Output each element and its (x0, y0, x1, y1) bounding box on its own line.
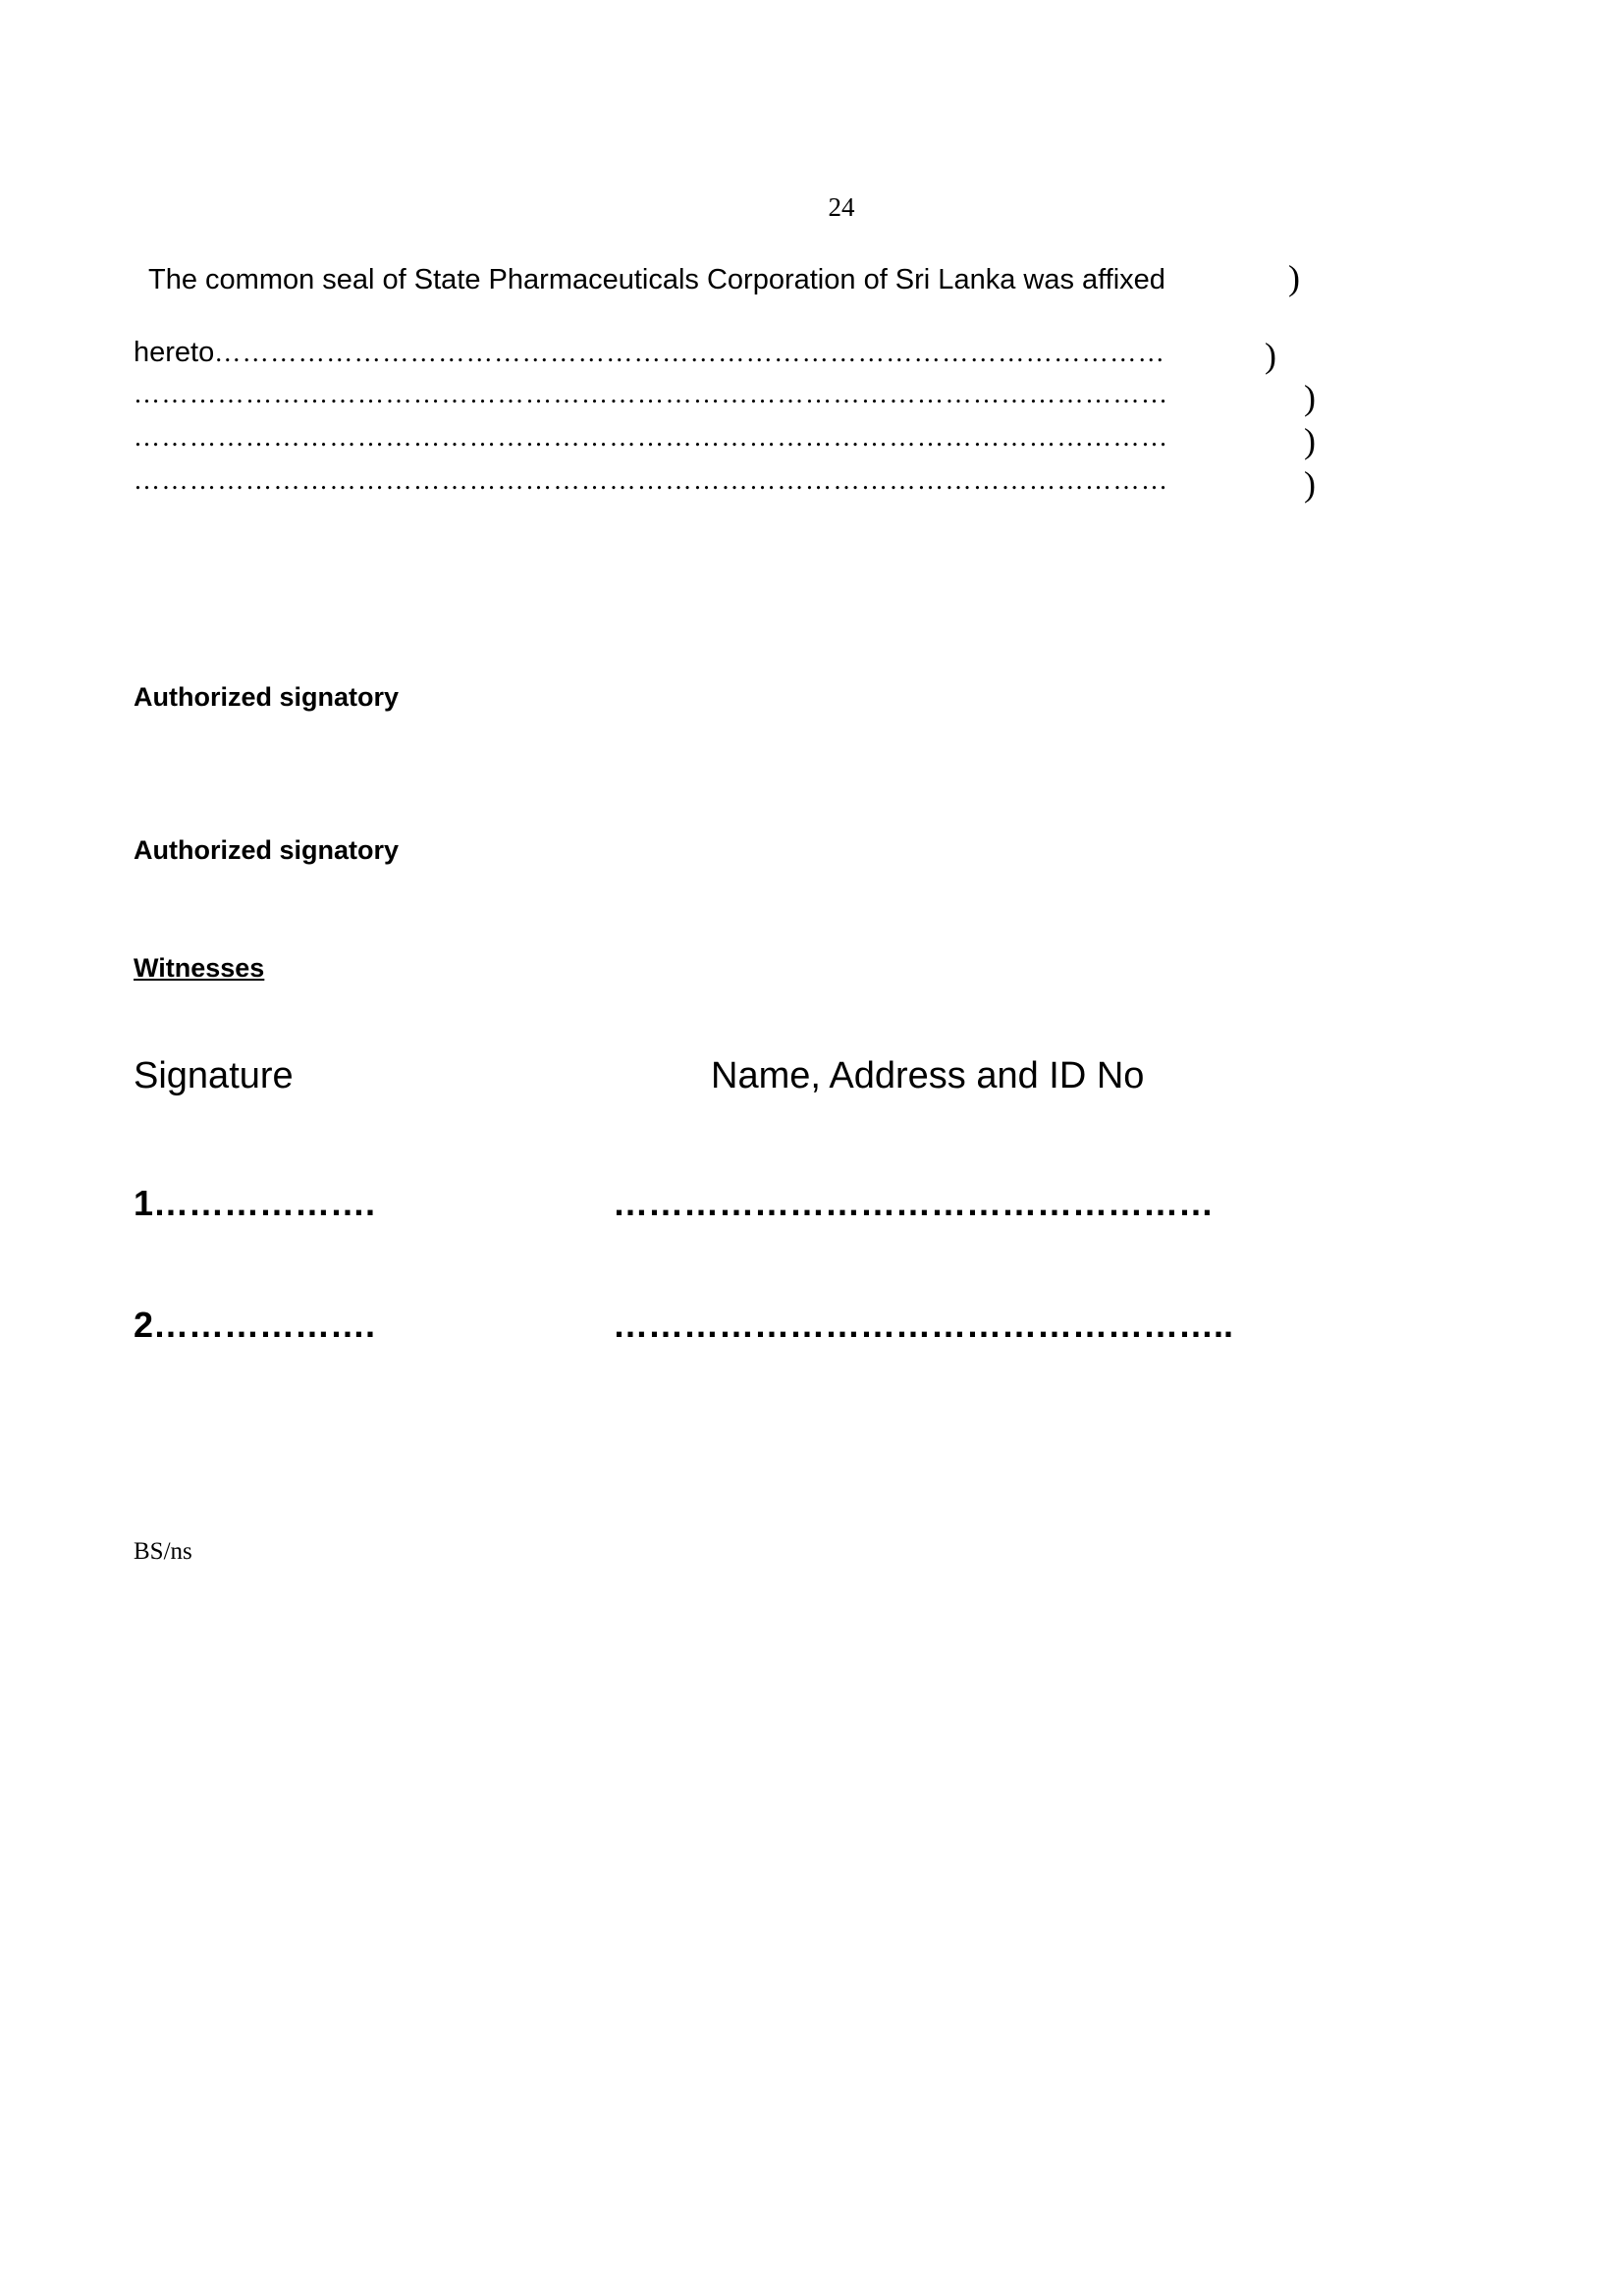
dotted-bracket-2: ) (1304, 378, 1316, 417)
witness-1-signature-line: 1………………. (134, 1183, 376, 1223)
hereto-bracket: ) (1265, 336, 1276, 375)
dotted-line-4: ………………………………………………………………………………………………… (134, 465, 1169, 495)
signature-column-heading: Signature (134, 1055, 294, 1096)
dotted-line-3: ………………………………………………………………………………………………… (134, 422, 1169, 452)
name-address-column-heading: Name, Address and ID No (711, 1055, 1145, 1096)
hereto-word: hereto (134, 337, 215, 368)
page-number: 24 (828, 192, 855, 222)
dotted-line-2: ………………………………………………………………………………………………… (134, 379, 1169, 408)
witness-2-signature-line: 2………………. (134, 1305, 376, 1345)
hereto-line (134, 337, 1165, 369)
seal-bracket: ) (1288, 258, 1300, 297)
dotted-bracket-3: ) (1304, 421, 1316, 460)
footer-reference: BS/ns (134, 1538, 192, 1565)
dotted-bracket-4: ) (1304, 464, 1316, 504)
witness-2-details-line: …………………………………………….. (613, 1305, 1234, 1345)
seal-statement: The common seal of State Pharmaceuticals Corporation of Sri Lanka was affixed (148, 264, 1165, 295)
hereto-dots: ………………………………………………………………………………………… (214, 338, 1166, 367)
witnesses-heading: Witnesses (134, 953, 265, 983)
witness-1-details-line: …………………………………………… (613, 1183, 1214, 1223)
authorized-signatory-2: Authorized signatory (134, 835, 400, 865)
authorized-signatory-1: Authorized signatory (134, 682, 400, 712)
